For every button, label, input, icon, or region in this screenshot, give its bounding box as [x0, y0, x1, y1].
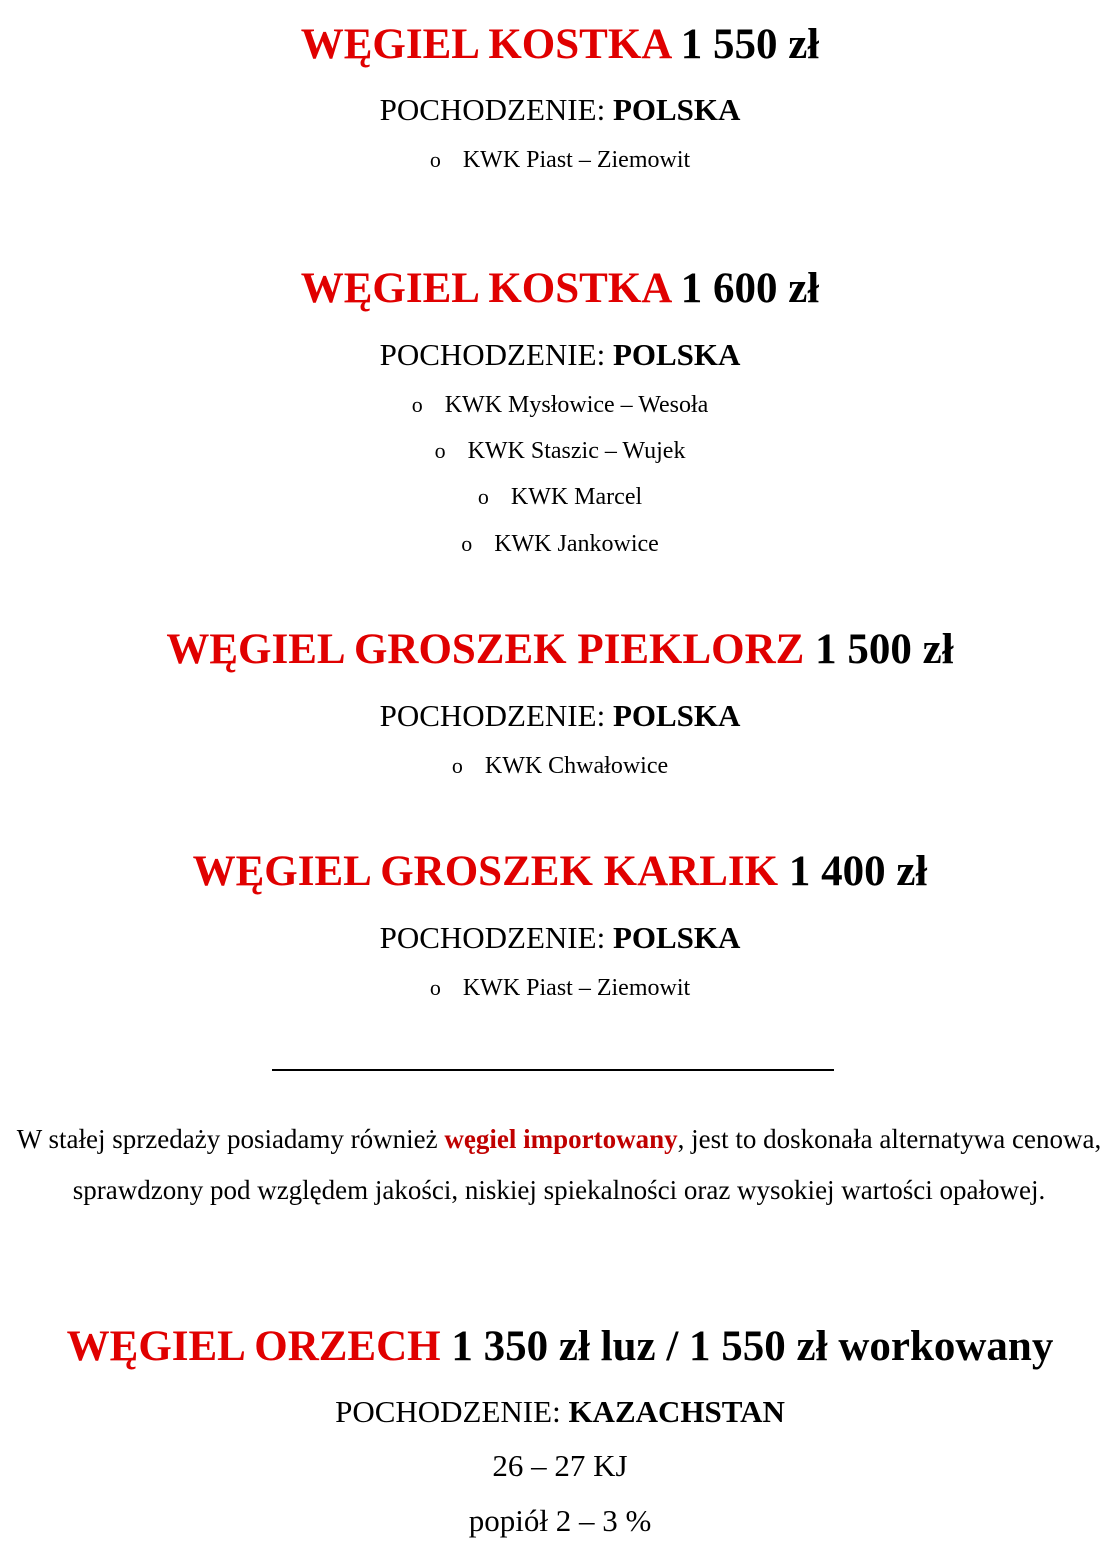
section-2-origin — [0, 337, 1120, 373]
import-note-before: W stałej sprzedaży posiadamy również — [16, 1124, 445, 1154]
section-1-origin — [0, 92, 1120, 128]
mine-label: KWK Piast – Ziemowit — [462, 147, 691, 173]
mine-label: KWK Jankowice — [494, 531, 659, 557]
section-2-origin-value: POLSKA — [612, 337, 741, 372]
mine-label: KWK Mysłowice – Wesoła — [444, 392, 709, 418]
section-1-origin-value: POLSKA — [612, 92, 741, 127]
section-2-mine-4 — [0, 529, 1120, 559]
section-4-name: WĘGIEL GROSZEK KARLIK — [192, 848, 779, 895]
section-1-mine-1 — [0, 145, 1120, 175]
import-section-price: 1 350 zł luz / 1 550 zł workowany — [451, 1323, 1054, 1370]
section-4-heading — [0, 847, 1120, 897]
bullet-icon: o — [451, 753, 463, 778]
section-2-heading — [0, 264, 1120, 314]
bullet-icon: o — [434, 438, 446, 463]
bullet-icon: o — [461, 531, 473, 556]
section-2-name: WĘGIEL KOSTKA — [300, 265, 670, 312]
section-2-price: 1 600 zł — [680, 265, 820, 312]
import-section-origin — [0, 1394, 1120, 1430]
import-note-after: , jest to doskonała alternatywa cenowa, sprawdzony pod względem jakości, niskiej spiekalności oraz wysokiej wartości opałowej. — [72, 1124, 1102, 1205]
section-1-origin-label: POCHODZENIE: — [379, 92, 606, 127]
mine-label: KWK Staszic – Wujek — [467, 438, 686, 464]
import-section-heading — [0, 1322, 1120, 1372]
bullet-icon: o — [477, 484, 489, 509]
import-section-ash: popiół 2 – 3 % — [468, 1503, 652, 1538]
bullet-icon: o — [411, 392, 423, 417]
import-note — [14, 1114, 1104, 1216]
section-1-name: WĘGIEL KOSTKA — [300, 21, 670, 68]
import-section-origin-label: POCHODZENIE: — [335, 1394, 561, 1429]
section-3-origin-label: POCHODZENIE: — [379, 698, 606, 733]
section-3-origin — [0, 698, 1120, 734]
mine-label: KWK Marcel — [510, 484, 643, 510]
section-divider — [272, 1069, 834, 1071]
section-4-price: 1 400 zł — [788, 848, 928, 895]
section-3-origin-value: POLSKA — [612, 698, 741, 733]
section-3-mine-1 — [0, 751, 1120, 781]
section-3-price: 1 500 zł — [815, 626, 954, 673]
section-3-name: WĘGIEL GROSZEK PIEKLORZ — [166, 626, 805, 673]
mine-label: KWK Piast – Ziemowit — [462, 975, 691, 1001]
section-4-mine-1 — [0, 973, 1120, 1003]
bullet-icon: o — [429, 975, 441, 1000]
import-section-name: WĘGIEL ORZECH — [66, 1323, 441, 1370]
section-2-origin-label: POCHODZENIE: — [379, 337, 606, 372]
import-note-highlight: węgiel importowany — [444, 1124, 678, 1154]
section-2-mine-1 — [0, 390, 1120, 420]
section-1-heading — [0, 20, 1120, 70]
section-4-origin-label: POCHODZENIE: — [379, 920, 606, 955]
section-2-mine-3 — [0, 482, 1120, 512]
bullet-icon: o — [429, 147, 441, 172]
section-4-origin — [0, 920, 1120, 956]
section-2-mine-2 — [0, 436, 1120, 466]
import-section-origin-value: KAZACHSTAN — [568, 1394, 785, 1429]
section-1-price: 1 550 zł — [680, 21, 820, 68]
mine-label: KWK Chwałowice — [484, 753, 669, 779]
section-4-origin-value: POLSKA — [612, 920, 741, 955]
section-3-heading — [0, 625, 1120, 675]
import-section-calorific: 26 – 27 KJ — [492, 1448, 628, 1483]
